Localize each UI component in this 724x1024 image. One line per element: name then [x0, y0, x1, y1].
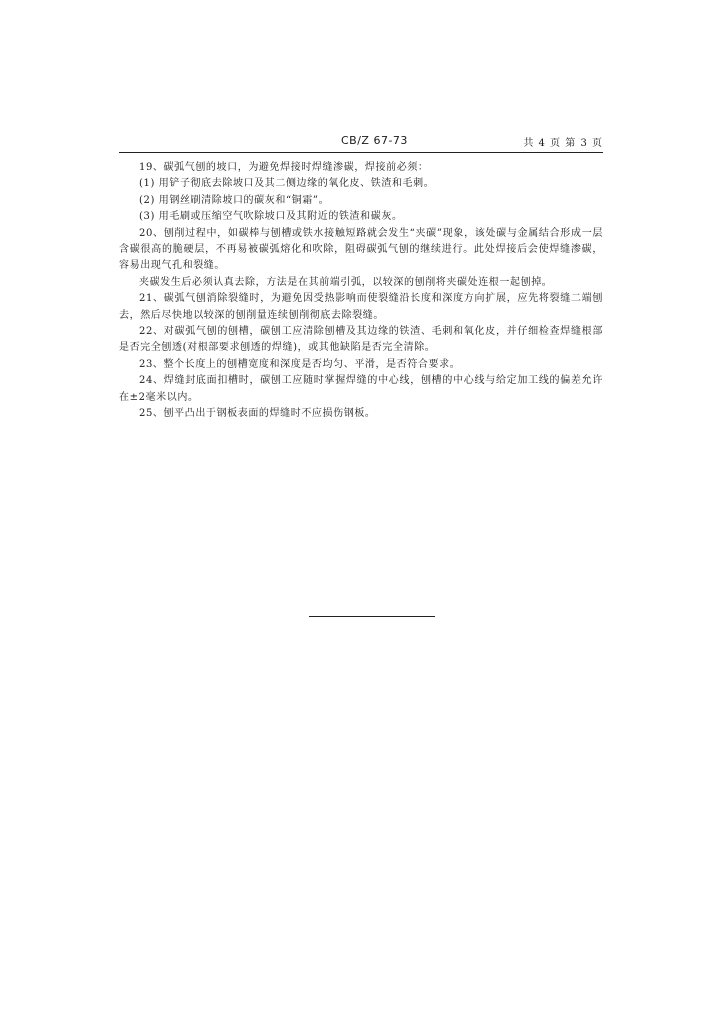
document-body — [119, 160, 603, 423]
clause-24: 24、焊缝封底面扣槽时，碳刨工应随时掌握焊缝的中心线，刨槽的中心线与给定加工线的偏差允许在±2毫米以内。 — [119, 375, 603, 403]
clause-19: 19、碳弧气刨的坡口，为避免焊接时焊缝渗碳，焊接前必须： — [139, 162, 429, 173]
clause-23: 23、整个长度上的刨槽宽度和深度是否均匀、平滑，是否符合要求。 — [139, 358, 461, 370]
page-header — [119, 134, 603, 153]
clause-19-item-3: (3) 用毛刷或压缩空气吹除坡口及其附近的铁渣和碳灰。 — [139, 211, 403, 223]
clause-20: 20、刨削过程中，如碳棒与刨槽或铁水接触短路就会发生“夹碳”现象，该处碳与金属结合形成一层含碳很高的脆硬层，不再易被碳弧熔化和吹除，阻碍碳弧气刨的继续进行。此处焊接后会使焊缝渗碳，容易出现气孔和裂缝。 — [119, 227, 603, 272]
clause-21: 21、碳弧气刨消除裂缝时，为避免因受热影响而使裂缝沿长度和深度方向扩展，应先将裂缝二端刨去，然后尽快地以较深的刨削量连续刨削彻底去除裂缝。 — [119, 293, 603, 321]
clause-25: 25、刨平凸出于钢板表面的焊缝时不应损伤钢板。 — [139, 408, 376, 420]
clause-20-note: 夹碳发生后必须认真去除，方法是在其前端引弧，以较深的刨削将夹碳处连根一起刨掉。 — [139, 276, 553, 288]
clause-19-item-2: (2) 用钢丝刷清除坡口的碳灰和“铜霜”。 — [139, 194, 330, 206]
end-of-document-rule — [309, 616, 435, 617]
page-number-info: 共 4 页 第 3 页 — [523, 138, 603, 149]
standard-code: CB/Z 67-73 — [341, 134, 408, 147]
clause-22: 22、对碳弧气刨的刨槽，碳刨工应清除刨槽及其边缘的铁渣、毛刺和氧化皮，并仔细检查焊缝根部是否完全刨透(对根部要求刨透的焊缝)，或其他缺陷是否完全清除。 — [119, 326, 603, 354]
clause-19-item-1: (1) 用铲子彻底去除坡口及其二侧边缘的氧化皮、铁渣和毛刺。 — [139, 178, 435, 190]
